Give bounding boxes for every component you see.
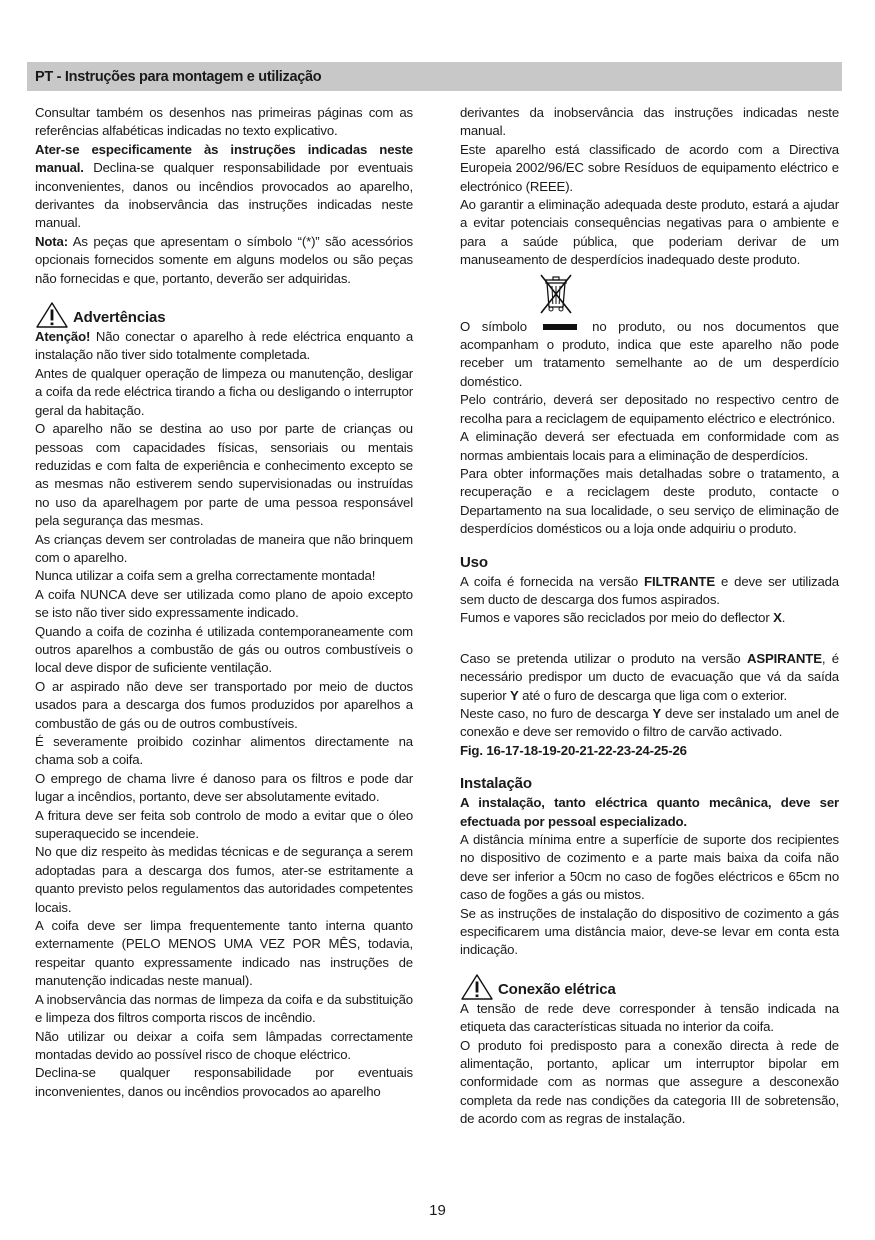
usage-text: , é necessário predispor um ducto de evacuação que vá da saída superior — [460, 650, 839, 703]
responsibility-text: Declina-se qualquer responsabilidade por eventuais inconvenientes, danos ou incêndios provocados ao aparelho, derivantes da inobservância das instruções indicadas neste manual. — [35, 160, 413, 231]
warning-paragraph: É severamente proibido cozinhar alimentos directamente na chama sob a coifa. — [35, 734, 413, 768]
black-bar-symbol — [543, 324, 577, 330]
installation-heading: Instalação — [460, 775, 532, 793]
usage-bold: FILTRANTE — [644, 573, 715, 589]
warning-paragraph: A coifa NUNCA deve ser utilizada como plano de apoio excepto se isto não tiver sido expressamente indicado. — [35, 586, 413, 621]
symbol-paragraph — [460, 318, 839, 392]
usage-bold: Y — [652, 705, 662, 721]
usage-text: Caso se pretenda utilizar o produto na versão — [460, 650, 747, 666]
warning-paragraph: O ar aspirado não deve ser transportado por meio de ductos usados para a descarga dos fumos produzidos por aparelhos a combustão de gás ou de outros combustíveis. — [35, 678, 413, 731]
warning-paragraph: A inobservância das normas de limpeza da coifa e da substituição e limpeza dos filtros comporta riscos de incêndio. — [35, 991, 413, 1026]
note-label: Nota: — [35, 233, 68, 249]
electrical-paragraph: O produto foi predisposto para a conexão directa à rede de alimentação, portanto, aplicar um interruptor bipolar em conformidade com as normas que assegure a desconexão completa da rede nas condições da categoria III de sobretensão, de acordo com as regras de instalação. — [460, 1037, 839, 1127]
warning-paragraph: Declina-se qualquer responsabilidade por eventuais inconvenientes, danos ou incêndios provocados ao aparelho — [35, 1065, 413, 1099]
usage-bold: Y — [509, 687, 519, 703]
electrical-heading — [460, 974, 839, 1000]
electrical-paragraph: A tensão de rede deve corresponder à tensão indicada na etiqueta das características situada no interior da coifa. — [460, 1000, 839, 1035]
usage-heading: Uso — [460, 553, 488, 571]
usage-text: A coifa é fornecida na versão — [460, 573, 645, 589]
warning-icon — [460, 974, 494, 1000]
usage-paragraph — [460, 705, 839, 742]
electrical-heading-text: Conexão elétrica — [498, 980, 616, 998]
warning-paragraph: O aparelho não se destina ao uso por parte de crianças ou pessoas com capacidades físicas, sensoriais ou mentais reduzidas e com falta de experiência e conhecimento excepto se as mesmas não estiverem sendo supervisionadas ou instruídas no uso da aparelhagem por parte de uma pessoa responsável pela segurança das mesmas. — [35, 421, 413, 529]
warning-paragraph: O emprego de chama livre é danoso para os filtros e pode dar lugar a incêndios, portanto, deve ser absolutamente evitado. — [35, 770, 413, 805]
page-number: 19 — [429, 1202, 446, 1219]
symbol-pre-text: O símbolo — [460, 318, 527, 334]
left-column — [35, 104, 413, 1101]
attention-label: Atenção! — [35, 329, 91, 345]
warning-paragraph: Nunca utilizar a coifa sem a grelha correctamente montada! — [35, 568, 376, 584]
usage-text: deve ser instalado um anel de conexão e deve ser removido o filtro de carvão activado. — [460, 705, 840, 740]
usage-paragraph — [460, 573, 839, 610]
page-title: PT - Instruções para montagem e utilização — [27, 62, 842, 91]
installation-paragraph: A distância mínima entre a superfície de suporte dos recipientes no dispositivo de cozimento e a parte mais baixa da coifa não deve ser inferior a 50cm no caso de fogões eléctricos e 65cm no caso de fogões a gás ou mistos. — [460, 832, 839, 903]
installation-bold-paragraph: A instalação, tanto eléctrica quanto mecânica, deve ser efectuada por pessoal especializado. — [460, 795, 839, 829]
usage-text: Fumos e vapores são reciclados por meio do deflector — [460, 610, 774, 626]
warning-paragraph: No que diz respeito às medidas técnicas e de segurança a serem adoptadas para a descarga dos fumos, ater-se estritamente a quanto previsto pelos regulamentos das autoridades competentes locais. — [35, 844, 413, 915]
warning-paragraph: As crianças devem ser controladas de maneira que não brinquem com o aparelho. — [35, 531, 413, 565]
warning-paragraph: Quando a coifa de cozinha é utilizada contemporaneamente com outros aparelhos a combustão de gás ou outros combustíveis o local deve dispor de suficiente ventilação. — [35, 623, 413, 676]
attention-paragraph — [35, 328, 413, 365]
usage-text: Neste caso, no furo de descarga — [460, 705, 653, 721]
warning-paragraph: A coifa deve ser limpa frequentemente tanto interna quanto externamente (PELO MENOS UMA VEZ POR MÊS, todavia, respeitar quanto expressamente indicado nas instruções de manutenção indicadas neste manual). — [35, 918, 413, 989]
note-text: As peças que apresentam o símbolo “(*)” são acessórios opcionais fornecidos somente em alguns modelos ou são peças não fornecidas e que, portanto, deverão ser adquiridas. — [35, 233, 413, 286]
weee-symbol-row — [460, 270, 839, 318]
installation-paragraph: Se as instruções de instalação do dispositivo de cozimento a gás especificarem uma distância maior, deve-se levar em conta esta indicação. — [460, 905, 839, 958]
warnings-heading-text: Advertências — [73, 309, 166, 327]
weee-paragraph: A eliminação deverá ser efectuada em conformidade com as normas ambientais locais para a eliminação de desperdícios. — [460, 429, 839, 463]
note-paragraph — [35, 233, 413, 288]
usage-paragraph — [460, 609, 839, 627]
usage-paragraph — [460, 650, 839, 705]
right-column — [460, 104, 839, 1129]
weee-paragraph: Para obter informações mais detalhadas sobre o tratamento, a recuperação e a reciclagem deste produto, contacte o Departamento na sua localidade, o seu serviço de eliminação de desperdícios domésticos ou a loja onde adquiriu o produto. — [460, 465, 839, 537]
intro-paragraph: Consultar também os desenhos nas primeiras páginas com as referências alfabéticas indicadas no texto explicativo. — [35, 105, 413, 139]
warning-paragraph: A fritura deve ser feita sob controlo de modo a evitar que o óleo superaquecido se incendeie. — [35, 807, 413, 842]
usage-bold: ASPIRANTE — [747, 650, 822, 666]
usage-bold: X — [773, 610, 782, 626]
crossed-bin-icon — [538, 272, 574, 316]
responsibility-bold: Ater-se especificamente às instruções indicadas neste manual. — [35, 141, 413, 176]
warning-paragraph: Não utilizar ou deixar a coifa sem lâmpadas correctamente montadas devido ao possível risco de choque eléctrico. — [35, 1028, 413, 1062]
continuation-paragraph: derivantes da inobservância das instruções indicadas neste manual. — [460, 105, 839, 139]
weee-paragraph: Pelo contrário, deverá ser depositado no respectivo centro de recolha para a reciclagem de equipamento eléctrico e electrónico. — [460, 392, 839, 426]
weee-paragraph: Ao garantir a eliminação adequada deste produto, estará a ajudar a evitar potenciais consequências negativas para o ambiente e para a saúde pública, que poderiam derivar de um manuseamento de desperdícios inadequado deste produto. — [460, 197, 839, 268]
symbol-post-text: no produto, ou nos documentos que acompanham o produto, indica que este aparelho não pode receber um tratamento semelhante ao de um desperdício doméstico. — [460, 318, 839, 389]
usage-text: . — [781, 610, 786, 626]
usage-text: até o furo de descarga que liga com o exterior. — [518, 687, 788, 703]
weee-paragraph: Este aparelho está classificado de acordo com a Directiva Europeia 2002/96/EC sobre Resíduos de equipamento eléctrico e electrónico (REEE). — [460, 141, 839, 194]
warning-icon — [35, 302, 69, 328]
figure-reference: Fig. 16-17-18-19-20-21-22-23-24-25-26 — [460, 742, 687, 758]
warning-paragraph: Antes de qualquer operação de limpeza ou manutenção, desligar a coifa da rede eléctrica tirando a ficha ou desligando o interruptor geral da habitação. — [35, 365, 413, 418]
usage-text: e deve ser utilizada sem ducto de descarga dos fumos aspirados. — [460, 573, 839, 607]
responsibility-paragraph — [35, 141, 413, 233]
attention-text: Não conectar o aparelho à rede eléctrica enquanto a instalação não tiver sido totalmente completada. — [35, 329, 413, 363]
warnings-heading — [35, 302, 413, 328]
